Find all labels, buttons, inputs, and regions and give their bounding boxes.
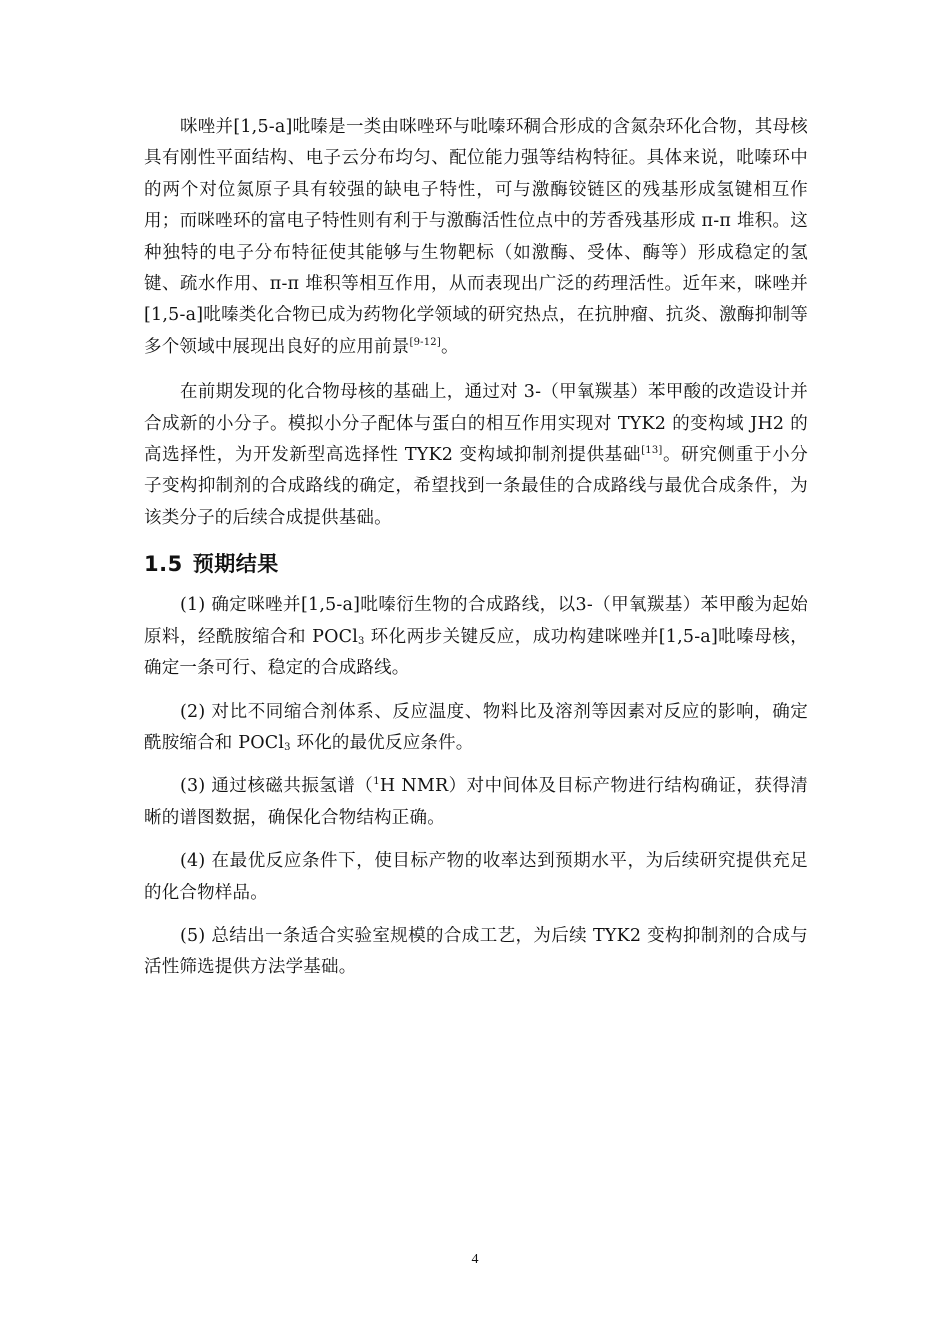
section-heading bbox=[144, 546, 808, 582]
paragraph-text: 。研究侧重于小分子变构抑制剂的合成路线的确定，希望找到一条最佳的合成路线与最优合成条件，为该类分子的后续合成提供基础。 bbox=[144, 445, 808, 528]
item-text: (5) 总结出一条适合实验室规模的合成工艺，为后续 TYK2 变构抑制剂的合成与活性筛选提供方法学基础。 bbox=[144, 925, 808, 978]
expected-result-item bbox=[144, 771, 808, 834]
page-number: 4 bbox=[471, 1252, 479, 1267]
design-paragraph bbox=[144, 377, 808, 534]
section-title: 预期结果 bbox=[192, 552, 279, 577]
item-text: H NMR）对中间体及目标产物进行结构确证，获得清晰的谱图数据，确保化合物结构正确。 bbox=[144, 776, 809, 828]
item-text: 环化两步关键反应，成功构建咪唑并[1,5-a]吡嗪母核，确定一条可行、稳定的合成路线。 bbox=[144, 626, 808, 679]
item-text: (3) 通过核磁共振氢谱（ bbox=[180, 776, 374, 797]
paragraph-text: 咪唑并[1,5-a]吡嗪是一类由咪唑环与吡嗪环稠合形成的含氮杂环化合物，其母核具有刚性平面结构、电子云分布均匀、配位能力强等结构特征。具体来说，吡嗪环中的两个对位氮原子具有较强的缺电子特性，可与激酶铰链区的残基形成氢键相互作用；而咪唑环的富电子特性则有利于与激酶活性位点中的芳香残基形成 π-π 堆积。这种独特的电子分布特征使其能够与生物靶标（如激酶、受体、酶等）形成稳定的氢键、疏水作用、π-π 堆积等相互作用，从而表现出广泛的药理活性。近年来，咪唑并[1,5-a]吡嗪类化合物已成为药物化学领域的研究热点，在抗肿瘤、抗炎、激酶抑制等多个领域中展现出良好的应用前景 bbox=[144, 117, 808, 357]
intro-paragraph bbox=[144, 112, 808, 363]
item-text: (4) 在最优反应条件下，使目标产物的收率达到预期水平，为后续研究提供充足的化合物样品。 bbox=[144, 851, 808, 903]
paragraph-text: 在前期发现的化合物母核的基础上，通过对 3-（甲氧羰基）苯甲酸的改造设计并合成新的小分子。模拟小分子配体与蛋白的相互作用实现对 TYK2 的变构域 JH2 的高选择性，为开发新型高选择性 TYK2 变构域抑制剂提供基础 bbox=[144, 382, 808, 466]
page-content bbox=[144, 112, 808, 984]
item-text: (2) 对比不同缩合剂体系、反应温度、物料比及溶剂等因素对反应的影响，确定酰胺缩合和 POCl bbox=[144, 701, 808, 753]
item-text: 环化的最优反应条件。 bbox=[290, 732, 474, 753]
subscript: 3 bbox=[284, 741, 291, 753]
expected-result-item bbox=[144, 921, 808, 984]
item-text: (1) 确定咪唑并[1,5-a]吡嗪衍生物的合成路线，以3-（甲氧羰基）苯甲酸为起始原料，经酰胺缩合和 POCl bbox=[144, 595, 808, 647]
expected-result-item bbox=[144, 846, 808, 909]
subscript: 3 bbox=[358, 635, 365, 647]
section-number: 1.5 bbox=[144, 552, 183, 577]
expected-result-item bbox=[144, 697, 808, 760]
superscript: 1 bbox=[373, 776, 380, 788]
expected-result-item bbox=[144, 590, 808, 684]
paragraph-text: 。 bbox=[440, 336, 459, 357]
citation-ref: [9-12] bbox=[409, 336, 441, 348]
citation-ref: [13] bbox=[641, 445, 663, 457]
